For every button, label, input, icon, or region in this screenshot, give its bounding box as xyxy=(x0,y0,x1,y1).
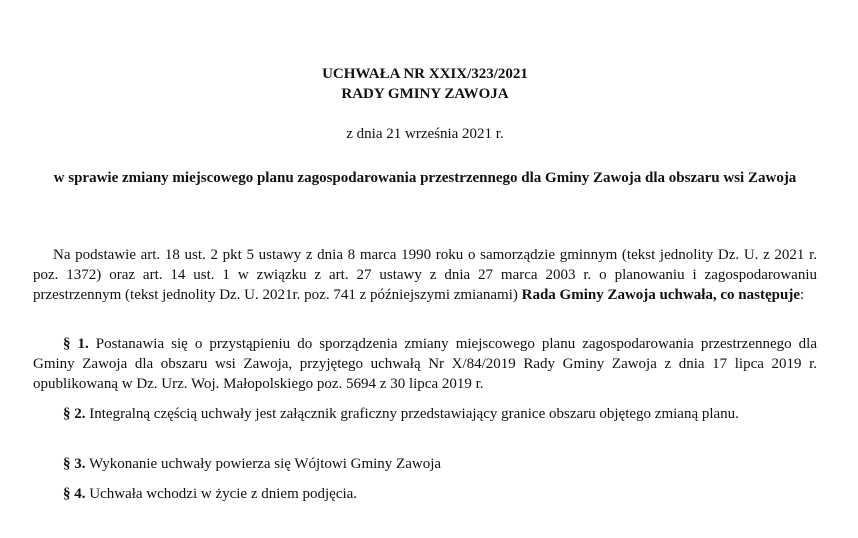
section-4 xyxy=(33,484,817,504)
section-marker: § 3. xyxy=(63,456,86,472)
resolution-number: UCHWAŁA NR XXIX/323/2021 xyxy=(322,66,528,82)
section-1 xyxy=(33,334,817,394)
section-marker: § 4. xyxy=(63,486,86,502)
section-marker: § 2. xyxy=(63,406,86,422)
section-2 xyxy=(33,404,817,424)
resolution-title xyxy=(33,64,817,104)
section-3 xyxy=(33,454,817,474)
legal-basis-paragraph xyxy=(33,245,817,305)
resolution-subject: w sprawie zmiany miejscowego planu zagospodarowania przestrzennego dla Gminy Zawoja dla obszaru wsi Zawoja xyxy=(53,170,797,186)
issuing-body: RADY GMINY ZAWOJA xyxy=(341,86,509,102)
section-text: Uchwała wchodzi w życie z dniem podjęcia. xyxy=(85,486,358,502)
section-text: Wykonanie uchwały powierza się Wójtowi Gminy Zawoja xyxy=(85,456,442,472)
section-marker: § 1. xyxy=(63,336,89,352)
legal-basis-colon: : xyxy=(799,287,805,303)
resolution-date: z dnia 21 września 2021 r. xyxy=(346,126,504,142)
legal-basis-text: Na podstawie art. 18 ust. 2 pkt 5 ustawy z dnia 8 marca 1990 roku o samorządzie gminnym (tekst jednolity Dz. U. z 2021 r. poz. 1372) oraz art. 14 ust. 1 w związku z art. 27 ustawy z dnia 27 marca 2003 r. o planowaniu i zagospodarowaniu przestrzennym (tekst jednolity Dz. U. 2021r. poz. 741 z późniejszymi zmianami) xyxy=(33,247,817,303)
council-resolves-text: Rada Gminy Zawoja uchwała, co następuje xyxy=(521,287,800,303)
section-text: Postanawia się o przystąpieniu do sporządzenia zmiany miejscowego planu zagospodarowania przestrzennego dla Gminy Zawoja dla obszaru wsi Zawoja, przyjętego uchwałą Nr X/84/2019 Rady Gminy Zawoja z dnia 17 lipca 2019 r. opublikowaną w Dz. Urz. Woj. Małopolskiego poz. 5694 z 30 lipca 2019 r. xyxy=(33,336,818,392)
section-text: Integralną częścią uchwały jest załącznik graficzny przedstawiający granice obszaru objętego zmianą planu. xyxy=(85,406,739,422)
